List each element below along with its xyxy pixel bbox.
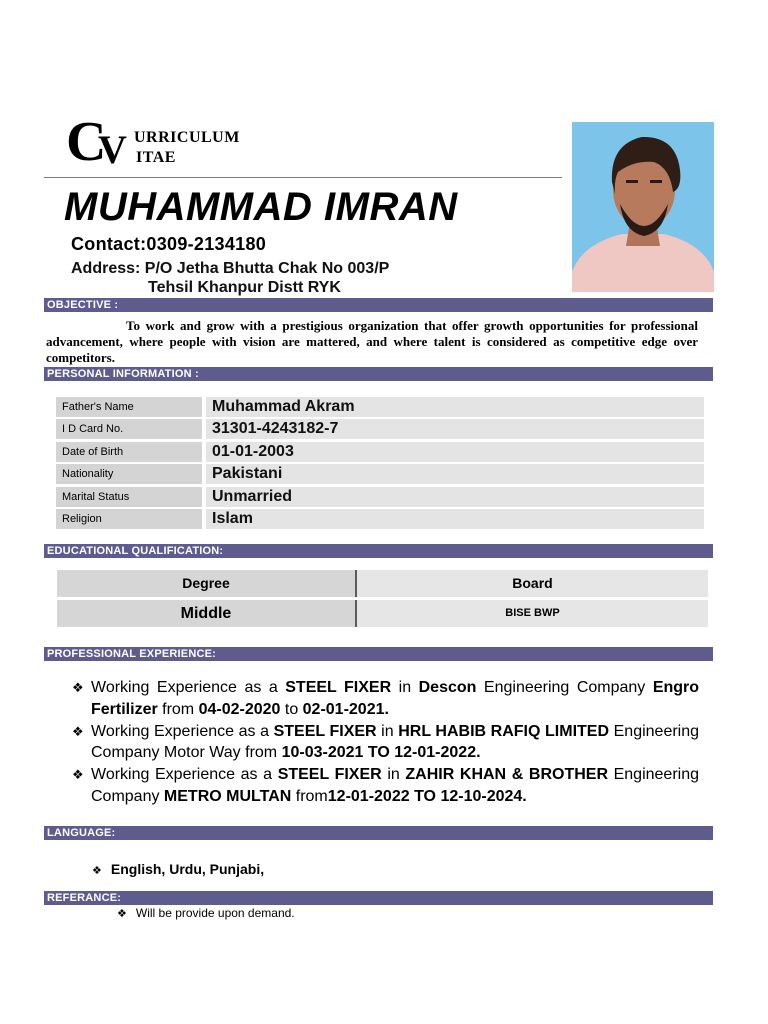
logo-text-vitae: ITAE: [136, 149, 176, 166]
item-text: Engineering Company Motor Way from: [91, 722, 700, 762]
table-row: [56, 509, 704, 529]
section-bar-objective: OBJECTIVE :: [44, 298, 713, 312]
diamond-bullet-icon: ❖: [72, 723, 84, 739]
diamond-bullet-icon: ❖: [117, 908, 127, 920]
date-separator: TO: [367, 744, 390, 762]
table-row: [56, 442, 704, 462]
address-line-2: Tehsil Khanpur Distt RYK: [148, 279, 341, 296]
personal-info-table: [56, 397, 704, 531]
item-text: Engineering Company: [476, 679, 653, 696]
company-name: Descon: [418, 679, 477, 696]
item-text: Working Experience as a: [91, 766, 278, 784]
item-text: in: [381, 766, 406, 784]
company-name: HRL HABIB RAFIQ LIMITED: [398, 722, 610, 740]
logo-letter-c: C: [66, 111, 105, 173]
field-value: Muhammad Akram: [206, 397, 704, 417]
section-bar-educational-qualification: EDUCATIONAL QUALIFICATION:: [44, 544, 713, 558]
logo-letter-v: V: [98, 127, 127, 172]
contact-number: Contact:0309-2134180: [71, 234, 267, 254]
table-row: [56, 464, 704, 484]
field-label: Nationality: [56, 464, 202, 484]
field-value: Unmarried: [206, 487, 704, 507]
end-date: 12-01-2022.: [394, 744, 481, 762]
field-label: Father's Name: [56, 397, 202, 417]
field-value: Pakistani: [206, 464, 704, 484]
list-item: [72, 677, 699, 721]
objective-paragraph: [46, 318, 698, 366]
item-text: Working Experience as a: [91, 722, 274, 740]
diamond-bullet-icon: ❖: [92, 865, 102, 877]
field-label: Religion: [56, 509, 202, 529]
table-row: [57, 600, 708, 627]
list-item: [72, 764, 699, 808]
column-header-degree: Degree: [57, 570, 355, 597]
diamond-bullet-icon: ❖: [72, 680, 84, 695]
table-header-row: [57, 570, 708, 597]
end-date: 12-10-2024.: [440, 787, 527, 805]
candidate-name: MUHAMMAD IMRAN: [64, 185, 458, 229]
job-title: STEEL FIXER: [277, 766, 382, 784]
item-text: from: [291, 787, 328, 805]
item-text: in: [391, 679, 419, 696]
cv-logo: [66, 111, 266, 174]
field-label: Date of Birth: [56, 442, 202, 462]
item-text: Engineering Company: [91, 766, 700, 805]
job-title: STEEL FIXER: [273, 722, 377, 740]
start-date: 12-01-2022: [327, 787, 410, 805]
field-label: I D Card No.: [56, 419, 202, 439]
objective-text: To work and grow with a prestigious organization that offer growth opportunities for professional advancement, where people with vision are mattered, and where talent is considered as competitive edge over competitors.: [46, 318, 698, 365]
board-cell: BISE BWP: [357, 600, 708, 627]
languages-text: English, Urdu, Punjabi,: [110, 861, 265, 877]
experience-list: [72, 677, 699, 808]
logo-text-curriculum: URRICULUM: [134, 129, 240, 146]
person-photo-icon: [572, 122, 714, 292]
company-name: ZAHIR KHAN & BROTHER: [405, 766, 608, 784]
reference-item: [117, 906, 295, 920]
date-separator: TO: [414, 787, 436, 805]
field-value: 31301-4243182-7: [206, 419, 704, 439]
start-date: 04-02-2020: [198, 700, 281, 718]
job-title: STEEL FIXER: [285, 679, 392, 696]
section-bar-language: LANGUAGE:: [44, 826, 713, 840]
diamond-bullet-icon: ❖: [72, 767, 84, 783]
address-line-1: Address: P/O Jetha Bhutta Chak No 003/P: [71, 260, 390, 277]
item-text: from: [157, 700, 199, 718]
end-date: 02-01-2021.: [302, 700, 389, 718]
table-row: [56, 487, 704, 507]
project-name: Engro Fertilizer: [91, 679, 700, 718]
project-name: METRO MULTAN: [163, 787, 292, 805]
item-text: Working Experience as a: [91, 679, 286, 696]
header-divider: [44, 177, 562, 178]
item-text: to: [280, 700, 303, 718]
reference-text: Will be provide upon demand.: [135, 906, 295, 920]
item-text: in: [376, 722, 399, 740]
profile-photo: [572, 122, 714, 292]
language-item: [92, 861, 264, 877]
section-bar-professional-experience: PROFESSIONAL EXPERIENCE:: [44, 647, 713, 661]
section-bar-personal-information: PERSONAL INFORMATION :: [44, 367, 713, 381]
table-row: [56, 397, 704, 417]
education-table: [57, 570, 708, 630]
table-row: [56, 419, 704, 439]
degree-cell: Middle: [57, 600, 355, 627]
list-item: [72, 721, 699, 765]
section-bar-reference: REFERANCE:: [44, 891, 713, 905]
field-label: Marital Status: [56, 487, 202, 507]
field-value: 01-01-2003: [206, 442, 704, 462]
field-value: Islam: [206, 509, 704, 529]
column-header-board: Board: [357, 570, 708, 597]
start-date: 10-03-2021: [281, 744, 364, 762]
